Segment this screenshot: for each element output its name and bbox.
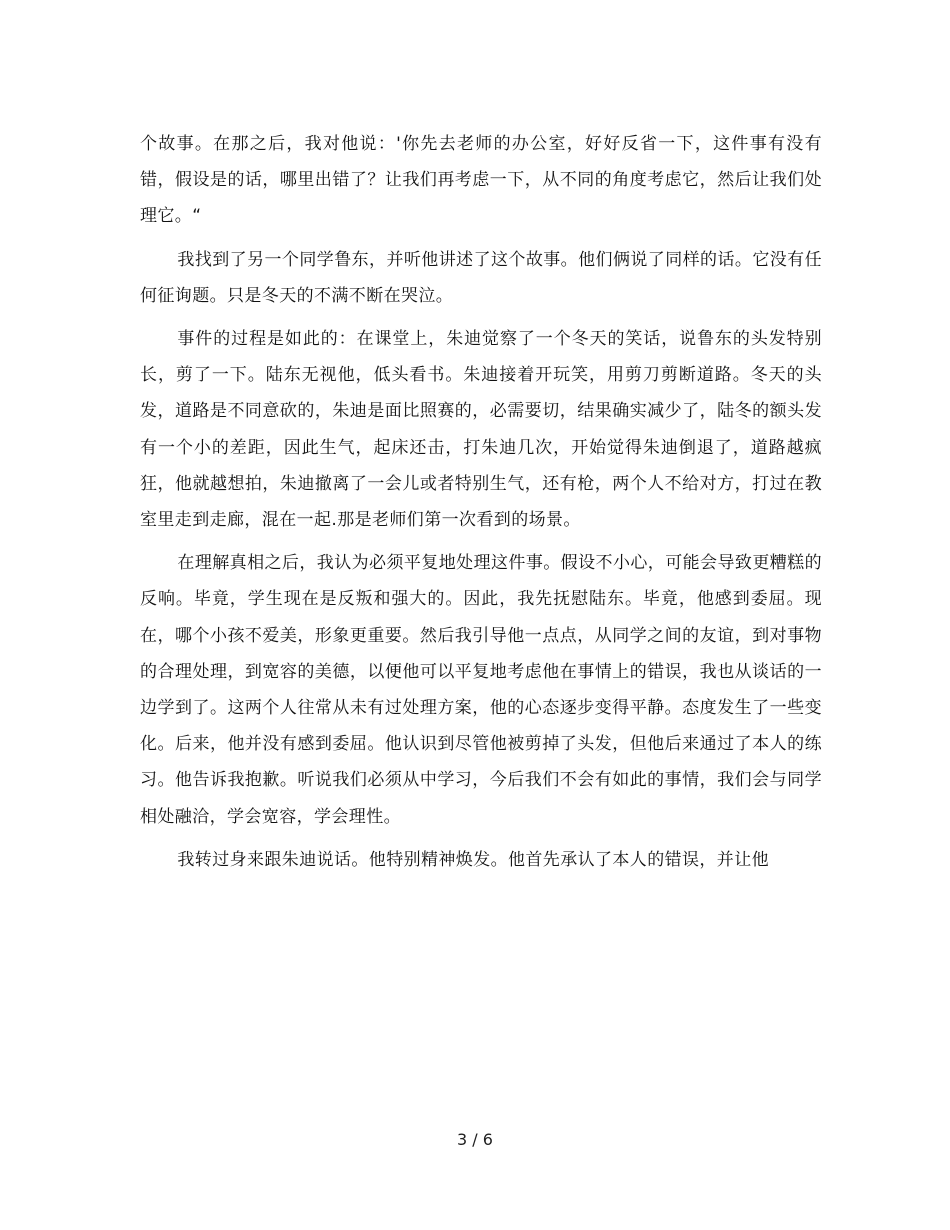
document-body — [140, 126, 822, 878]
page-number: 3 / 6 — [457, 1130, 493, 1149]
paragraph: 事件的过程是如此的：在课堂上，朱迪觉察了一个冬天的笑话，说鲁东的头发特别长，剪了一下。陆东无视他，低头看书。朱迪接着开玩笑，用剪刀剪断道路。冬天的头发，道路是不同意砍的，朱迪是面比照赛的，必需要切，结果确实减少了，陆冬的额头发有一个小的差距，因此生气，起床还击，打朱迪几次，开始觉得朱迪倒退了，道路越疯狂，他就越想拍，朱迪撤离了一会儿或者特别生气，还有枪，两个人不给对方，打过在教室里走到走廊，混在一起.那是老师们第一次看到的场景。 — [140, 329, 822, 531]
paragraph-continued: 个故事。在那之后，我对他说：'你先去老师的办公室，好好反省一下，这件事有没有错，假设是的话，哪里出错了？让我们再考虑一下，从不同的角度考虑它，然后让我们处理它。“ — [140, 134, 822, 227]
paragraph: 我找到了另一个同学鲁东，并听他讲述了这个故事。他们俩说了同样的话。它没有任何征询题。只是冬天的不满不断在哭泣。 — [140, 249, 822, 306]
paragraph: 在理解真相之后，我认为必须平复地处理这件事。假设不小心，可能会导致更糟糕的反响。毕竟，学生现在是反叛和强大的。因此，我先抚慰陆东。毕竟，他感到委屈。现在，哪个小孩不爱美，形象更重要。然后我引导他一点点，从同学之间的友谊，到对事物的合理处理，到宽容的美德，以便他可以平复地考虑他在事情上的错误，我也从谈话的一边学到了。这两个人往常从未有过处理方案，他的心态逐步变得平静。态度发生了一些变化。后来，他并没有感到委屈。他认识到尽管他被剪掉了头发，但他后来通过了本人的练习。他告诉我抱歉。听说我们必须从中学习，今后我们不会有如此的事情，我们会与同学相处融洽，学会宽容，学会理性。 — [140, 553, 822, 827]
paragraph: 我转过身来跟朱迪说话。他特别精神焕发。他首先承认了本人的错误，并让他 — [177, 849, 769, 870]
